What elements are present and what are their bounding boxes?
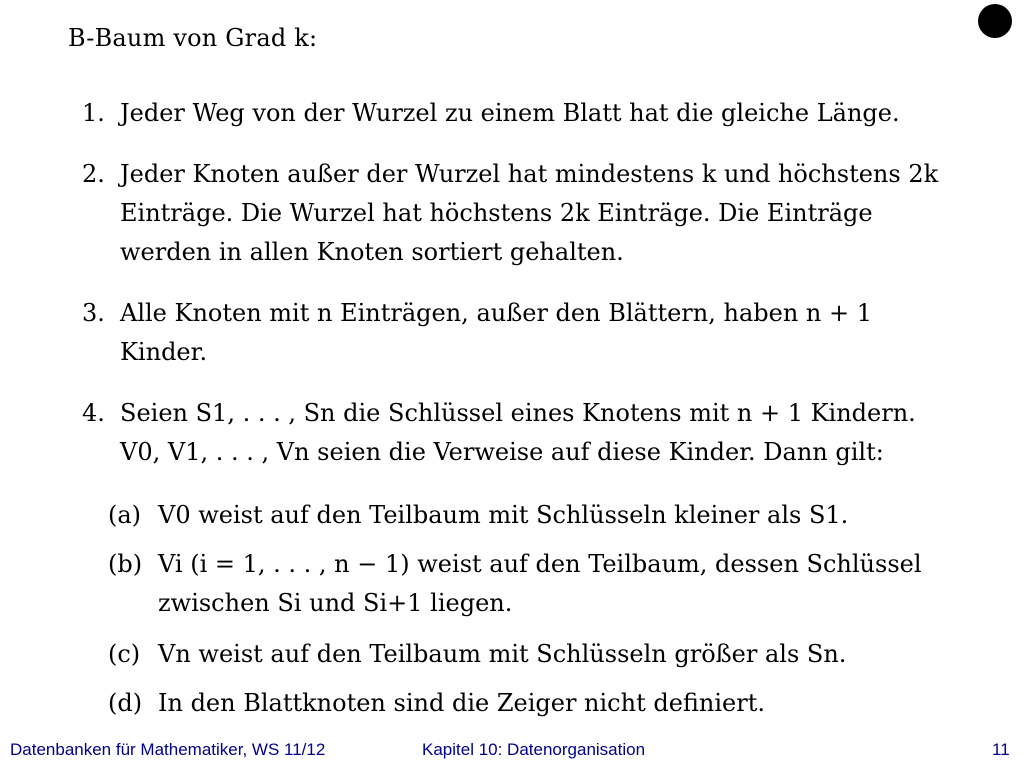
item-line: Kinder.: [120, 338, 208, 366]
item-line: V0, V1, . . . , Vn seien die Verweise auf diese Kinder. Dann gilt:: [120, 438, 884, 466]
item-line: werden in allen Knoten sortiert gehalten.: [120, 238, 624, 266]
item-line: Seien S1, . . . , Sn die Schlüssel eines Knotens mit n + 1 Kindern.: [120, 399, 916, 427]
footer-course: Datenbanken für Mathematiker, WS 11/12: [10, 740, 326, 759]
item-number: 4.: [82, 399, 105, 427]
slide-title: B-Baum von Grad k:: [68, 24, 318, 52]
item-number: 2.: [82, 160, 105, 188]
sub-item-line: Vi (i = 1, . . . , n − 1) weist auf den Teilbaum, dessen Schlüssel: [158, 550, 922, 578]
sub-item-line: V0 weist auf den Teilbaum mit Schlüsseln kleiner als S1.: [158, 501, 849, 529]
sub-item-label: (a): [108, 501, 142, 529]
sub-item-label: (b): [108, 550, 143, 578]
item-line: Alle Knoten mit n Einträgen, außer den Blättern, haben n + 1: [120, 299, 873, 327]
footer-page-number: 11: [992, 740, 1010, 759]
sub-item-line: Vn weist auf den Teilbaum mit Schlüsseln größer als Sn.: [158, 640, 847, 668]
footer-chapter: Kapitel 10: Datenorganisation: [422, 740, 646, 759]
sub-item-line: zwischen Si und Si+1 liegen.: [158, 589, 513, 617]
navigation-dot-icon[interactable]: [978, 4, 1012, 38]
sub-item-label: (d): [108, 689, 143, 717]
item-line: Jeder Knoten außer der Wurzel hat mindestens k und höchstens 2k: [120, 160, 939, 188]
item-number: 1.: [82, 99, 105, 127]
sub-item-line: In den Blattknoten sind die Zeiger nicht definiert.: [158, 689, 766, 717]
item-line: Jeder Weg von der Wurzel zu einem Blatt hat die gleiche Länge.: [120, 99, 900, 127]
item-line: Einträge. Die Wurzel hat höchstens 2k Einträge. Die Einträge: [120, 199, 873, 227]
sub-item-label: (c): [108, 640, 141, 668]
item-number: 3.: [82, 299, 105, 327]
